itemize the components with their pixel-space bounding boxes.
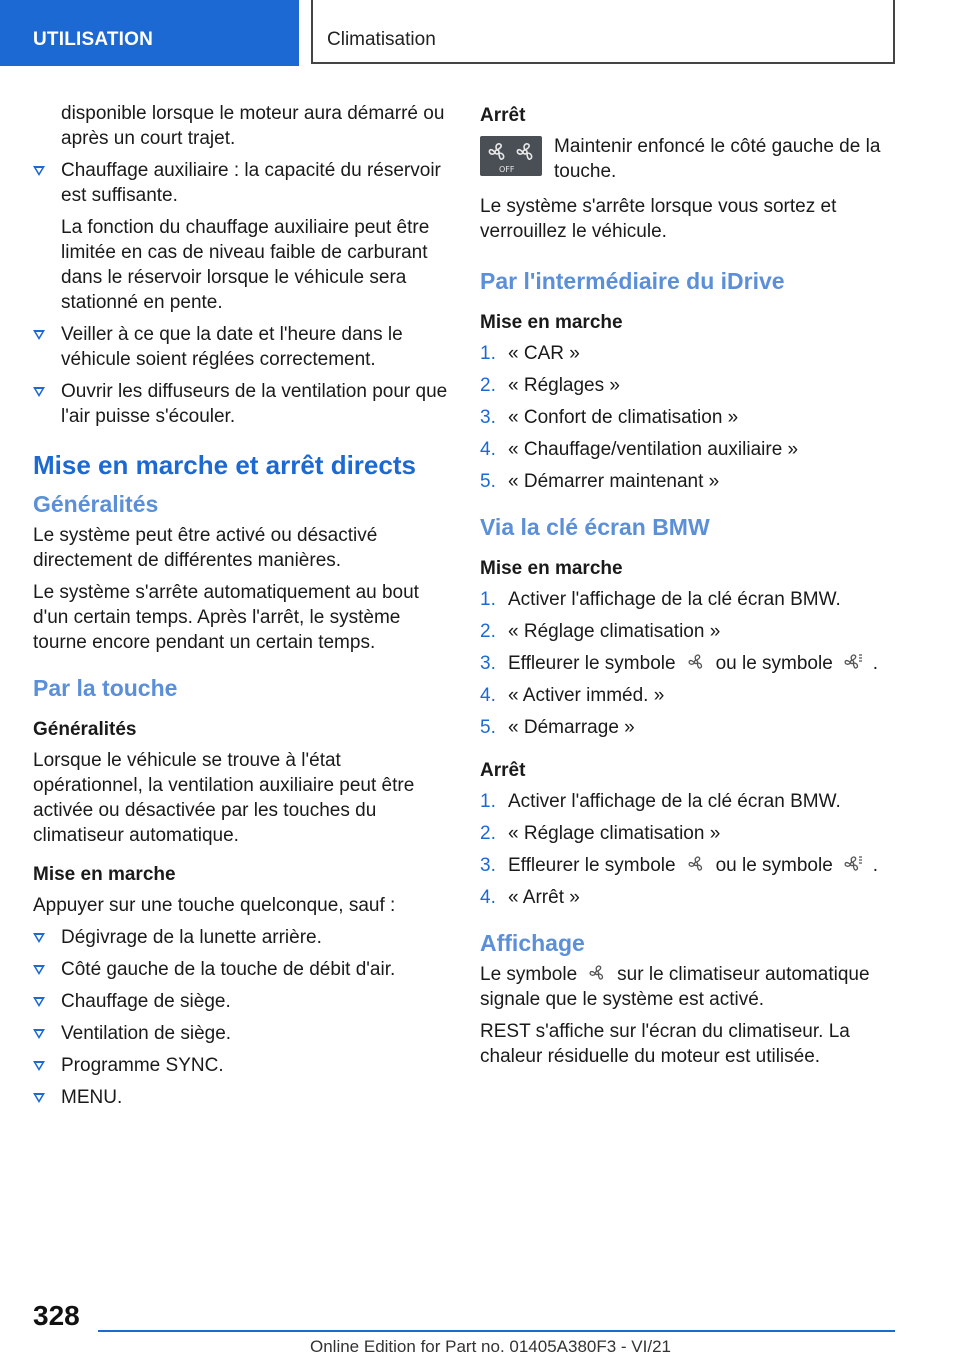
paragraph-continued: disponible lorsque le moteur aura démarré ou après un court trajet. <box>61 103 445 149</box>
triangle-bullet-icon <box>33 1061 45 1071</box>
triangle-bullet-icon <box>33 997 45 1007</box>
step-item: 3. Effleurer le symbole ou le symbole . <box>480 855 879 876</box>
fan-icon <box>585 963 609 983</box>
paragraph: Le système peut être activé ou désactivé directement de différentes manières. <box>33 525 378 571</box>
block-heading: Mise en marche <box>33 864 176 885</box>
list-item: Chauffage de siège. <box>33 989 449 1014</box>
step-item: 1. Activer l'affichage de la clé écran BMW. <box>480 791 841 812</box>
paragraph: Maintenir enfoncé le côté gauche de la touche. <box>554 136 881 182</box>
step-item: 4. « Activer imméd. » <box>480 685 665 706</box>
list-item: Programme SYNC. <box>33 1053 449 1078</box>
list-item: MENU. <box>33 1085 449 1110</box>
list-item: Ventilation de siège. <box>33 1021 449 1046</box>
off-label: OFF <box>499 165 515 174</box>
step-item: 4. « Arrêt » <box>480 887 580 908</box>
step-item: 5. « Démarrage » <box>480 717 635 738</box>
fan-icon <box>684 854 708 874</box>
triangle-bullet-icon <box>33 330 45 340</box>
triangle-bullet-icon <box>33 1029 45 1039</box>
step-item: 1. Activer l'affichage de la clé écran BMW. <box>480 589 841 610</box>
block-heading: Généralités <box>33 719 137 740</box>
sub-heading: Généralités <box>33 491 159 517</box>
left-column <box>33 103 449 1117</box>
paragraph: Le système s'arrête lorsque vous sortez et verrouillez le véhicule. <box>480 196 837 242</box>
sub-heading: Affichage <box>480 930 585 956</box>
block-heading: Mise en marche <box>480 312 623 333</box>
sub-heading: Via la clé écran BMW <box>480 514 710 540</box>
chapter-title: Climatisation <box>311 0 895 64</box>
paragraph: Lorsque le véhicule se trouve à l'état opérationnel, la ventilation auxiliaire peut être activée ou désactivée par les touches du climatiseur automatique. <box>33 750 415 846</box>
step-item: 2. « Réglages » <box>480 375 620 396</box>
step-item: 2. « Réglage climatisation » <box>480 621 721 642</box>
step-item: 5. « Démarrer maintenant » <box>480 471 720 492</box>
list-item: Côté gauche de la touche de débit d'air. <box>33 957 449 982</box>
page-header <box>0 0 960 66</box>
footer-divider <box>98 1330 895 1332</box>
section-heading: Mise en marche et arrêt directs <box>33 450 416 480</box>
step-item: 3. « Confort de climatisation » <box>480 407 739 428</box>
step-item: 2. « Réglage climatisation » <box>480 823 721 844</box>
paragraph: REST s'affiche sur l'écran du climatiseur. La chaleur résiduelle du moteur est utilisée. <box>480 1021 850 1067</box>
triangle-bullet-icon <box>33 1093 45 1103</box>
fan-active-icon <box>841 854 865 874</box>
sub-heading: Par la touche <box>33 675 178 701</box>
fan-off-button-icon <box>480 136 542 176</box>
right-column <box>480 103 896 1076</box>
fan-active-icon <box>841 652 865 672</box>
paragraph: Le symbole sur le climatiseur automatique signale que le système est activé. <box>480 964 870 1010</box>
list-item: Veiller à ce que la date et l'heure dans le véhicule soient réglées correctement. <box>33 322 449 372</box>
sub-heading: Par l'intermédiaire du iDrive <box>480 268 785 294</box>
fan-icon <box>684 652 708 672</box>
triangle-bullet-icon <box>33 387 45 397</box>
step-item: 1. « CAR » <box>480 343 580 364</box>
list-item: Dégivrage de la lunette arrière. <box>33 925 449 950</box>
list-item: Chauffage auxiliaire : la capacité du réservoir est suffisante. <box>33 158 449 208</box>
bullet-note: La fonction du chauffage auxiliaire peut être limitée en cas de niveau faible de carburant dans le réservoir lorsque le véhicule sera stationné en pente. <box>61 217 430 313</box>
list-item: Ouvrir les diffuseurs de la ventilation pour que l'air puisse s'écouler. <box>33 379 449 429</box>
paragraph: Le système s'arrête automatiquement au bout d'un certain temps. Après l'arrêt, le système tourne encore pendant un certain temps. <box>33 582 419 653</box>
triangle-bullet-icon <box>33 166 45 176</box>
step-item: 3. Effleurer le symbole ou le symbole . <box>480 653 879 674</box>
block-heading: Arrêt <box>480 760 526 781</box>
block-heading: Arrêt <box>480 105 526 126</box>
section-tab: UTILISATION <box>0 0 299 66</box>
edition-note: Online Edition for Part no. 01405A380F3 - VI/21 <box>310 1337 672 1356</box>
block-heading: Mise en marche <box>480 558 623 579</box>
step-item: 4. « Chauffage/ventilation auxiliaire » <box>480 439 799 460</box>
key-off-instruction <box>480 134 896 184</box>
page-number: 328 <box>33 1300 80 1331</box>
triangle-bullet-icon <box>33 965 45 975</box>
triangle-bullet-icon <box>33 933 45 943</box>
paragraph: Appuyer sur une touche quelconque, sauf : <box>33 895 396 916</box>
